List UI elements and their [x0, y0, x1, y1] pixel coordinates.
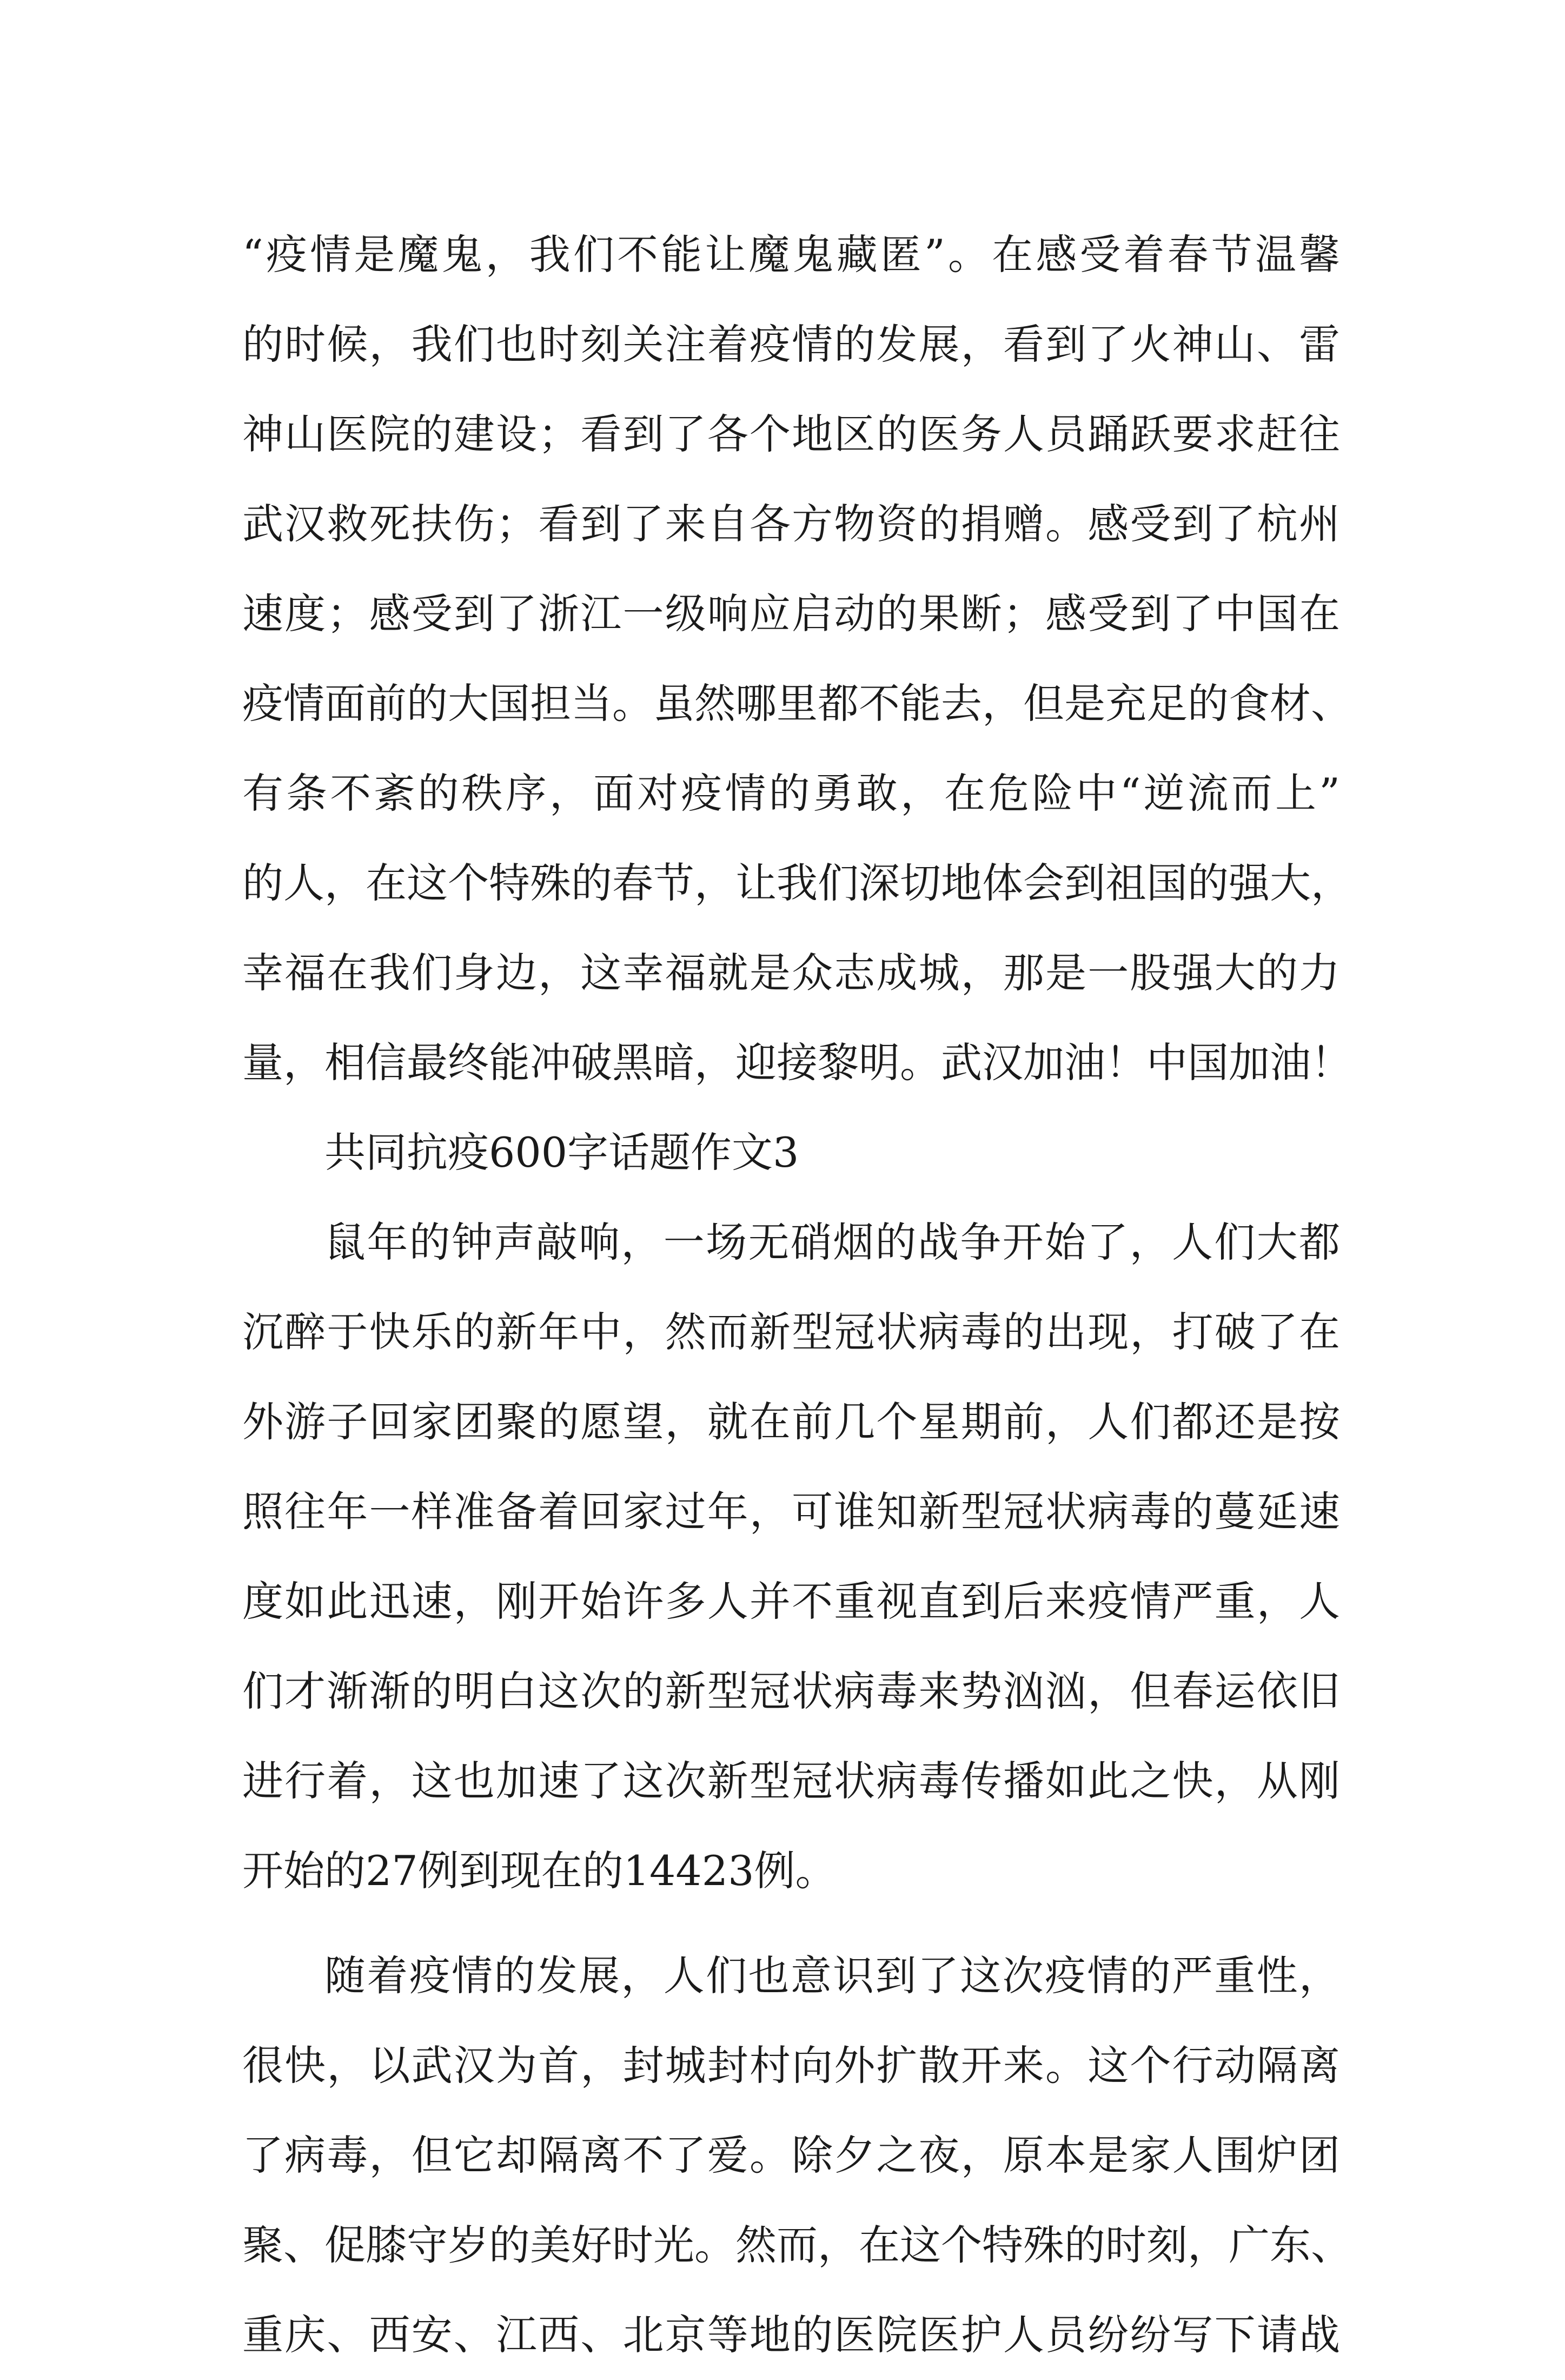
text-line: 度如此迅速，刚开始许多人并不重视直到后来疫情严重，人	[242, 1577, 1340, 1625]
text-line: 随着疫情的发展，人们也意识到了这次疫情的严重性，	[324, 1952, 1340, 2000]
text-line: 武汉救死扶伤；看到了来自各方物资的捐赠。感受到了杭州	[242, 500, 1340, 548]
text-line: 进行着，这也加速了这次新型冠状病毒传播如此之快，从刚	[242, 1757, 1340, 1805]
paragraph-spacer	[242, 1916, 1340, 1931]
text-line: 鼠年的钟声敲响，一场无硝烟的战争开始了，人们大都	[324, 1218, 1340, 1266]
section-heading: 共同抗疫600字话题作文3	[324, 1128, 799, 1176]
text-line: 照往年一样准备着回家过年，可谁知新型冠状病毒的蔓延速	[242, 1488, 1340, 1536]
text-line: 的时候，我们也时刻关注着疫情的发展，看到了火神山、雷	[242, 320, 1340, 368]
text-line: 了病毒，但它却隔离不了爱。除夕之夜，原本是家人围炉团	[242, 2131, 1340, 2179]
text-line: 重庆、西安、江西、北京等地的医院医护人员纷纷写下请战	[242, 2311, 1340, 2359]
text-line: 疫情面前的大国担当。虽然哪里都不能去，但是充足的食材、	[242, 679, 1352, 728]
text-line: 聚、促膝守岁的美好时光。然而，在这个特殊的时刻，广东、	[242, 2221, 1352, 2269]
text-line: 外游子回家团聚的愿望，就在前几个星期前，人们都还是按	[242, 1398, 1340, 1446]
text-line: 开始的27例到现在的14423例。	[242, 1847, 837, 1895]
text-line: 沉醉于快乐的新年中，然而新型冠状病毒的出现，打破了在	[242, 1308, 1340, 1356]
document-page	[242, 210, 1352, 2380]
text-line: “疫情是魔鬼，我们不能让魔鬼藏匿”。在感受着春节温馨	[242, 230, 1340, 279]
paragraph-2	[242, 1198, 1340, 1916]
text-line: 速度；感受到了浙江一级响应启动的果断；感受到了中国在	[242, 590, 1340, 638]
text-line: 幸福在我们身边，这幸福就是众志成城，那是一股强大的力	[242, 949, 1340, 997]
text-line: 有条不紊的秩序，面对疫情的勇敢，在危险中“逆流而上”	[242, 769, 1340, 817]
text-line: 的人，在这个特殊的春节，让我们深切地体会到祖国的强大，	[242, 859, 1352, 907]
text-line: 很快，以武汉为首，封城封村向外扩散开来。这个行动隔离	[242, 2041, 1340, 2090]
text-line: 们才渐渐的明白这次的新型冠状病毒来势汹汹，但春运依旧	[242, 1667, 1340, 1715]
text-line: 神山医院的建设；看到了各个地区的医务人员踊跃要求赶往	[242, 410, 1340, 458]
text-line: 量，相信最终能冲破黑暗，迎接黎明。武汉加油！中国加油！	[242, 1039, 1352, 1087]
paragraph-1	[242, 210, 1352, 1108]
paragraph-3	[242, 1931, 1352, 2380]
